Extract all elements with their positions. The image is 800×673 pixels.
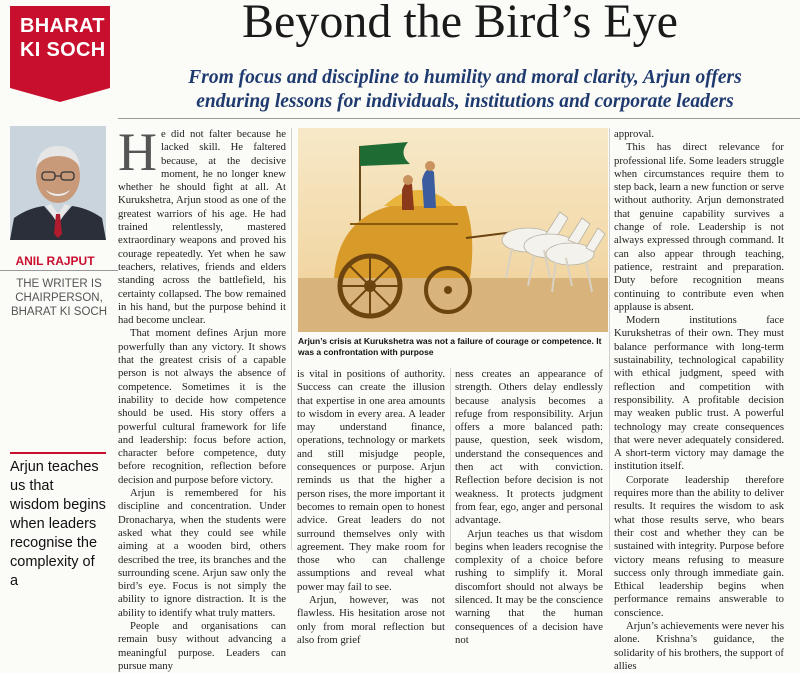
deck: From focus and discipline to humility and moral clarity, Arjun offers enduring lessons for individuals, institutions and corporate leaders bbox=[188, 67, 742, 112]
author-name: ANIL RAJPUT bbox=[15, 254, 95, 268]
paragraph: Modern institutions face Kurukshetras of their own. They must balance performance with long-term sustainability, technological capability with ethical judgment, speed with reflection and competition with responsibility. A profitable decision may weaken public trust. A powerful technology may create consequences that were never adequately considered. A short-term victory may damage the institution itself. bbox=[614, 314, 784, 473]
paragraph: Corporate leadership therefore requires more than the ability to deliver results. It requires the wisdom to ask what those results serve, who bears their cost and whether they can be sustained with integrity. Purpose before victory means refusing to measure success only through immediate gain. Ethical leadership begins when performance remains answerable to conscience. bbox=[614, 473, 784, 619]
paragraph: Arjun teaches us that wisdom begins when leaders recognise the complexity of a choice before rushing to simplify it. Moral discomfort should not always be silenced. It may be the conscience warning that the human consequences of a decision have not bbox=[455, 527, 603, 646]
pull-quote: Arjun teaches us that wisdom begins when leaders recognise the complexity of a bbox=[10, 452, 106, 591]
author-bio-line1: THE WRITER IS bbox=[16, 278, 102, 290]
paragraph: This has direct relevance for professional life. Some leaders struggle when circumstances require them to step back, learn a new function or serve without authority. Arjun demonstrated that genuine capability survives a change of role. Leadership is not always expressed through command. It can also appear through teaching, patience, restraint and preparation. Duty before recognition means continuing to contribute even when applause is absent. bbox=[614, 141, 784, 313]
paragraph: e did not falter because he lacked skill. He faltered because, at the decisive moment, he no longer knew whether he should fight at all. At Kurukshetra, Arjun stood as one of the greatest warriors of his age. He had trained relentlessly, mastered extraordinary weapons and proved his courage repeatedly. Yet when he saw teachers, relatives, friends and elders standing across the battlefield, his certainty collapsed. The bow remained in his hand, but the purpose behind it had become unclear. bbox=[118, 128, 286, 327]
author-bio-line3: BHARAT KI SOCH bbox=[10, 306, 108, 318]
paragraph: Arjun is remembered for his discipline and concentration. Under Dronacharya, when the students were asked what they could see while aiming at a wooden bird, others described the tree, its branches and the surrounding scene. Arjun saw only the bird’s eye. Focus is not simply the ability to ignore distraction. It is the ability to identify what truly matters. bbox=[118, 487, 286, 619]
paragraph: ness creates an appearance of strength. Others delay endlessly because analysis becomes a refuge from responsibility. Arjun offers a more balanced path: pause, question, seek wisdom, understand the consequences and then act with conviction. Reflection before decision is not weakness. It protects judgment from fear, ego, anger and personal advantage. bbox=[455, 368, 603, 527]
paragraph: is vital in positions of authority. Success can create the illusion that expertise in one area amounts to wisdom in every area. A leader may understand finance, operations, technology or markets and still misjudge people, consequences or purpose. Arjun reminds us that the higher a person rises, the more important it becomes to remain open to honest advice. Great leaders do not surround themselves only with agreement. They make room for those who can challenge assumptions and reveal what power may fail to see. bbox=[297, 368, 445, 593]
author-portrait-illustration bbox=[10, 126, 106, 240]
drop-cap: H bbox=[118, 122, 157, 182]
column-divider bbox=[291, 128, 292, 550]
header-divider bbox=[118, 118, 800, 119]
column-divider bbox=[450, 368, 451, 550]
article-column-1 bbox=[118, 122, 286, 672]
section-badge bbox=[10, 6, 110, 88]
article-column-3 bbox=[455, 368, 603, 646]
article-column-4 bbox=[614, 128, 784, 672]
author-bio bbox=[0, 270, 118, 319]
paragraph: approval. bbox=[614, 128, 655, 140]
column-divider bbox=[609, 128, 610, 550]
section-badge-line1: BHARAT bbox=[20, 15, 105, 37]
article-column-2 bbox=[297, 368, 445, 646]
section-badge-line2: KI SOCH bbox=[20, 39, 106, 61]
chariot-illustration bbox=[298, 128, 608, 332]
paragraph: Arjun’s achievements were never his alone. Krishna’s guidance, the solidarity of his brothers, the support of allies bbox=[614, 619, 784, 672]
image-caption: Arjun’s crisis at Kurukshetra was not a failure of courage or competence. It was a confrontation with purpose bbox=[298, 336, 602, 357]
author-bio-line2: CHAIRPERSON, bbox=[15, 292, 103, 304]
headline: Beyond the Bird’s Eye bbox=[242, 0, 678, 48]
author-photo bbox=[10, 126, 106, 240]
paragraph: People and organisations can remain busy without advancing a meaningful purpose. Leaders can pursue many bbox=[118, 619, 286, 672]
paragraph: Arjun, however, was not flawless. His hesitation arose not only from moral reflection but also from grief bbox=[297, 594, 445, 646]
paragraph: That moment defines Arjun more powerfully than any victory. It shows that the greatest crisis of a capable person is not always the absence of competence. Sometimes it is the inability to decide how competence should be used. His story offers a powerful cultural framework for life and leadership: focus before action, character before competence, duty before recognition, reflection before decision and purpose before victory. bbox=[118, 327, 286, 486]
chariot-image bbox=[298, 128, 608, 332]
